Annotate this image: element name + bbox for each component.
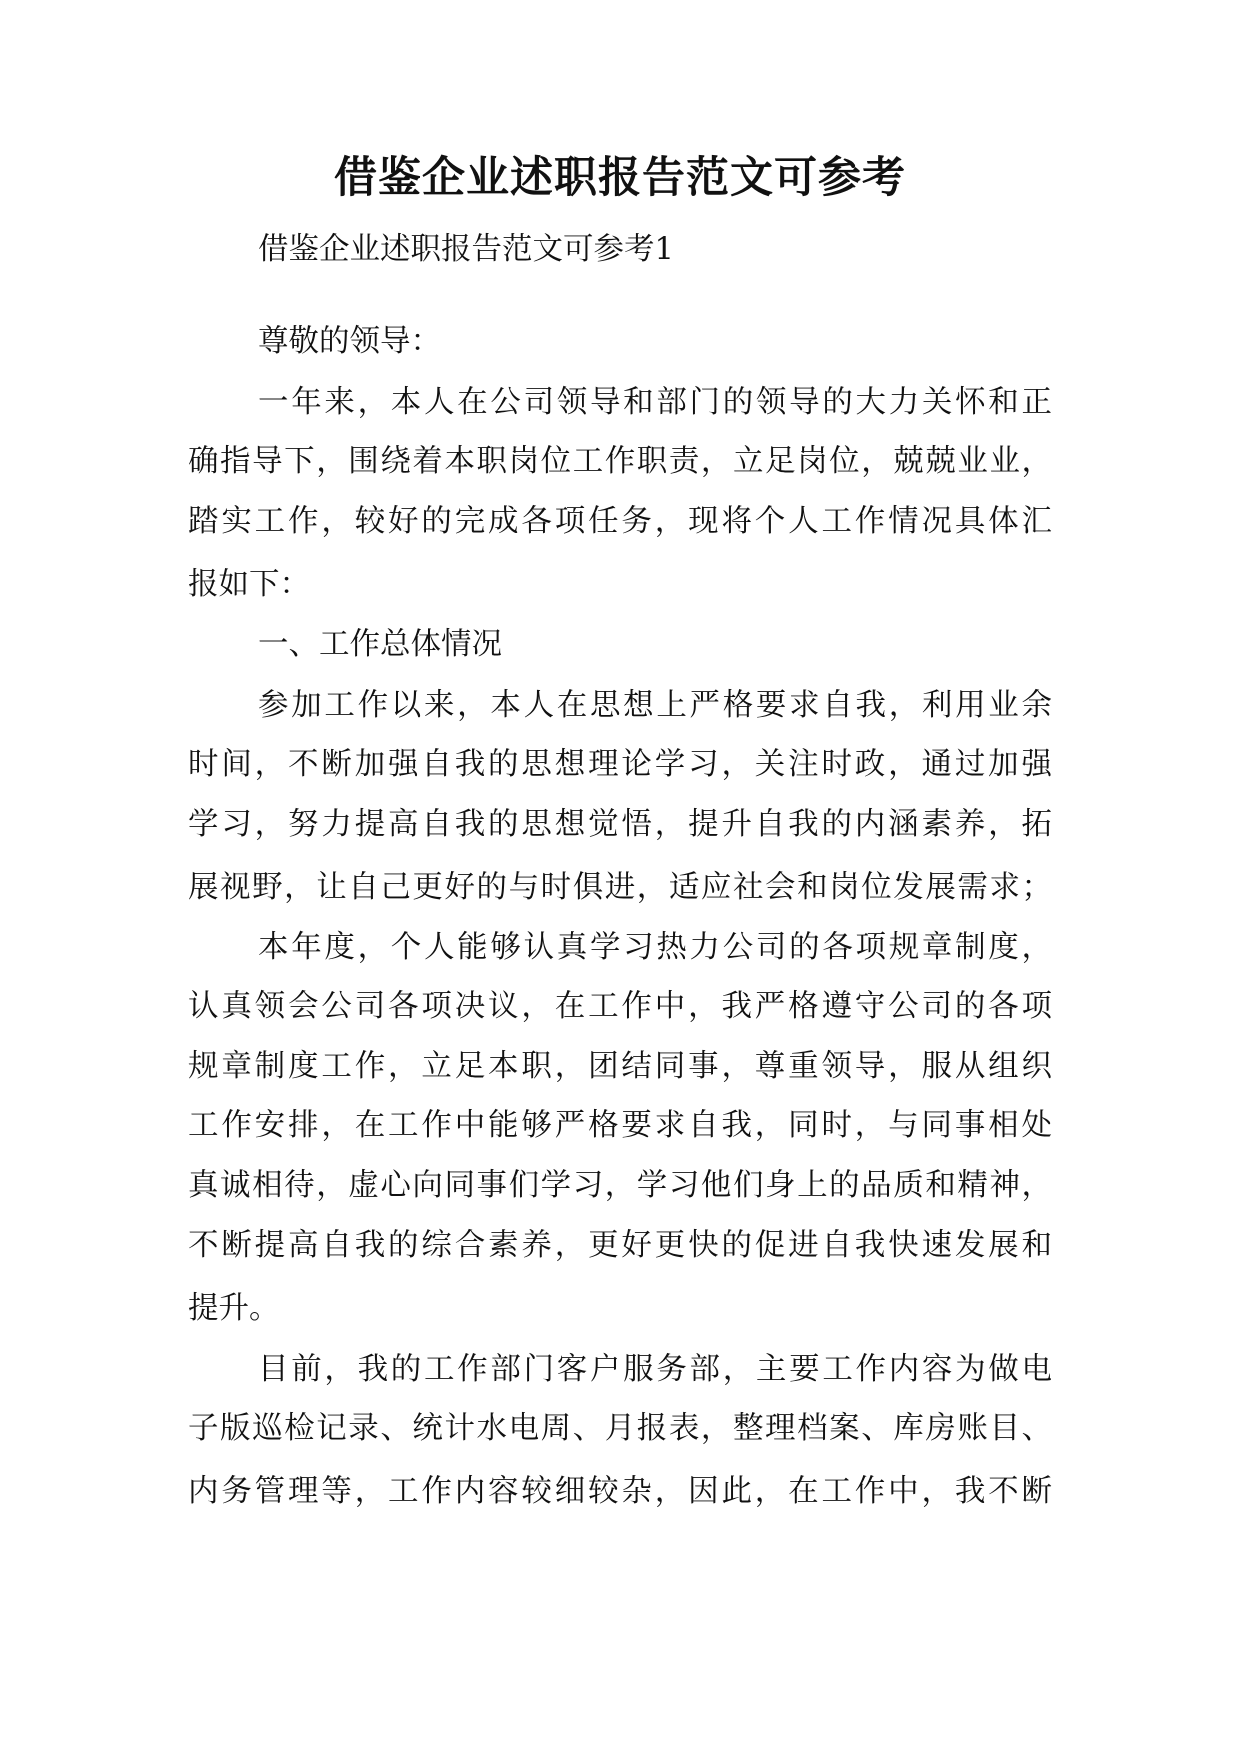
- body-text-line: 确指导下，围绕着本职岗位工作职责，立足岗位，兢兢业业，: [188, 444, 1052, 479]
- body-text-line: 一年来，本人在公司领导和部门的领导的大力关怀和正: [258, 385, 1052, 420]
- body-text-line: 尊敬的领导：: [258, 324, 441, 359]
- document-title: 借鉴企业述职报告范文可参考: [334, 153, 906, 203]
- body-text-line: 规章制度工作，立足本职，团结同事，尊重领导，服从组织: [188, 1049, 1052, 1084]
- body-text-line: 参加工作以来，本人在思想上严格要求自我，利用业余: [258, 688, 1052, 723]
- body-text-line: 认真领会公司各项决议，在工作中，我严格遵守公司的各项: [188, 989, 1052, 1024]
- body-text-line: 踏实工作，较好的完成各项任务，现将个人工作情况具体汇: [188, 504, 1052, 539]
- body-text-line: 展视野，让自己更好的与时俱进，适应社会和岗位发展需求；: [188, 870, 1052, 905]
- body-text-line: 本年度，个人能够认真学习热力公司的各项规章制度，: [258, 930, 1052, 965]
- body-text-line: 借鉴企业述职报告范文可参考1: [258, 232, 674, 267]
- body-text-line: 工作安排，在工作中能够严格要求自我，同时，与同事相处: [188, 1108, 1052, 1143]
- body-text-line: 报如下：: [188, 567, 310, 602]
- body-text-line: 目前，我的工作部门客户服务部，主要工作内容为做电: [258, 1352, 1052, 1387]
- body-text-line: 提升。: [188, 1291, 280, 1326]
- body-text-line: 不断提高自我的综合素养，更好更快的促进自我快速发展和: [188, 1228, 1052, 1263]
- body-text-line: 时间，不断加强自我的思想理论学习，关注时政，通过加强: [188, 747, 1052, 782]
- body-text-line: 真诚相待，虚心向同事们学习，学习他们身上的品质和精神，: [188, 1168, 1052, 1203]
- body-text-line: 内务管理等，工作内容较细较杂，因此，在工作中，我不断: [188, 1474, 1052, 1509]
- body-text-line: 子版巡检记录、统计水电周、月报表，整理档案、库房账目、: [188, 1411, 1052, 1446]
- body-text-line: 一、工作总体情况: [258, 627, 502, 662]
- body-text-line: 学习，努力提高自我的思想觉悟，提升自我的内涵素养，拓: [188, 807, 1052, 842]
